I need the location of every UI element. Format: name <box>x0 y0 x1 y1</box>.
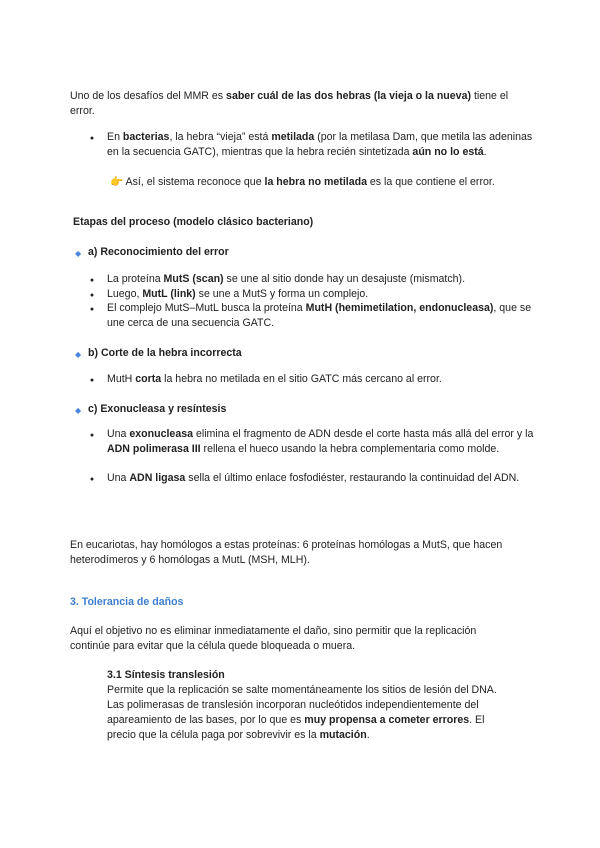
section-a-bullet-3: El complejo MutS–MutL busca la proteína MutH (hemimetilation, endonucleasa), que se une cerca de una secuencia GATC. <box>107 302 532 329</box>
section-b-bullet-1: MutH corta la hebra no metilada en el sitio GATC más cercano al error. <box>107 373 442 385</box>
bullet: ● <box>89 476 95 483</box>
bullet: ● <box>89 377 95 384</box>
section-c-bullet-1: Una exonucleasa elimina el fragmento de ADN desde el corte hasta más allá del error y la ADN polimerasa III rellena el hueco usando la hebra complementaria como molde. <box>107 428 534 455</box>
diamond-bullet-icon: ◆ <box>75 249 82 258</box>
eukaryotes-paragraph: En eucariotas, hay homólogos a estas proteínas: 6 proteínas homólogas a MutS, que hacen heterodímeros y 6 homólogas a MutL (MSH, MLH). <box>70 539 503 566</box>
tls-heading: 3.1 Síntesis translesión <box>107 669 225 681</box>
bullet: ● <box>89 277 95 284</box>
section-a-title: a) Reconocimiento del error <box>88 246 229 258</box>
diamond-bullet-icon: ◆ <box>75 350 82 359</box>
pointing-hand-icon: 👉 <box>110 176 124 188</box>
section-a-bullet-2: Luego, MutL (link) se une a MutS y forma un complejo. <box>107 288 369 300</box>
section-b-title: b) Corte de la hebra incorrecta <box>88 347 242 359</box>
intro-paragraph: Uno de los desafíos del MMR es saber cuál de las dos hebras (la vieja o la nueva) tiene el error. <box>70 90 509 117</box>
bullet: ● <box>89 135 95 142</box>
bullet: ● <box>89 306 95 313</box>
bullet: ● <box>89 292 95 299</box>
stages-heading: Etapas del proceso (modelo clásico bacteriano) <box>73 216 314 228</box>
section-c-bullet-2: Una ADN ligasa sella el último enlace fosfodiéster, restaurando la continuidad del ADN. <box>107 472 520 484</box>
bacteria-note: 👉 Así, el sistema reconoce que la hebra no metilada es la que contiene el error. <box>110 176 495 188</box>
section-c-title: c) Exonucleasa y resíntesis <box>88 403 227 415</box>
bullet: ● <box>89 432 95 439</box>
tls-paragraph: Permite que la replicación se salte momentáneamente los sitios de lesión del DNA. Las polimerasas de translesión incorporan nucleótidos independientemente del apareamiento de las bases, por lo que es muy propensa a cometer errores. El precio que la célula paga por sobrevivir es la mutación. <box>107 684 497 741</box>
diamond-bullet-icon: ◆ <box>75 406 82 415</box>
section-a-bullet-1: La proteína MutS (scan) se une al sitio donde hay un desajuste (mismatch). <box>107 273 466 285</box>
tolerance-paragraph: Aquí el objetivo no es eliminar inmediatamente el daño, sino permitir que la replicación continúe para evitar que la célula quede bloqueada o muera. <box>70 625 477 652</box>
bacteria-bullet-text: En bacterias, la hebra “vieja” está metilada (por la metilasa Dam, que metila las adeninas en la secuencia GATC), mientras que la hebra recién sintetizada aún no lo está. <box>107 131 533 158</box>
tolerance-heading: 3. Tolerancia de daños <box>70 596 184 608</box>
